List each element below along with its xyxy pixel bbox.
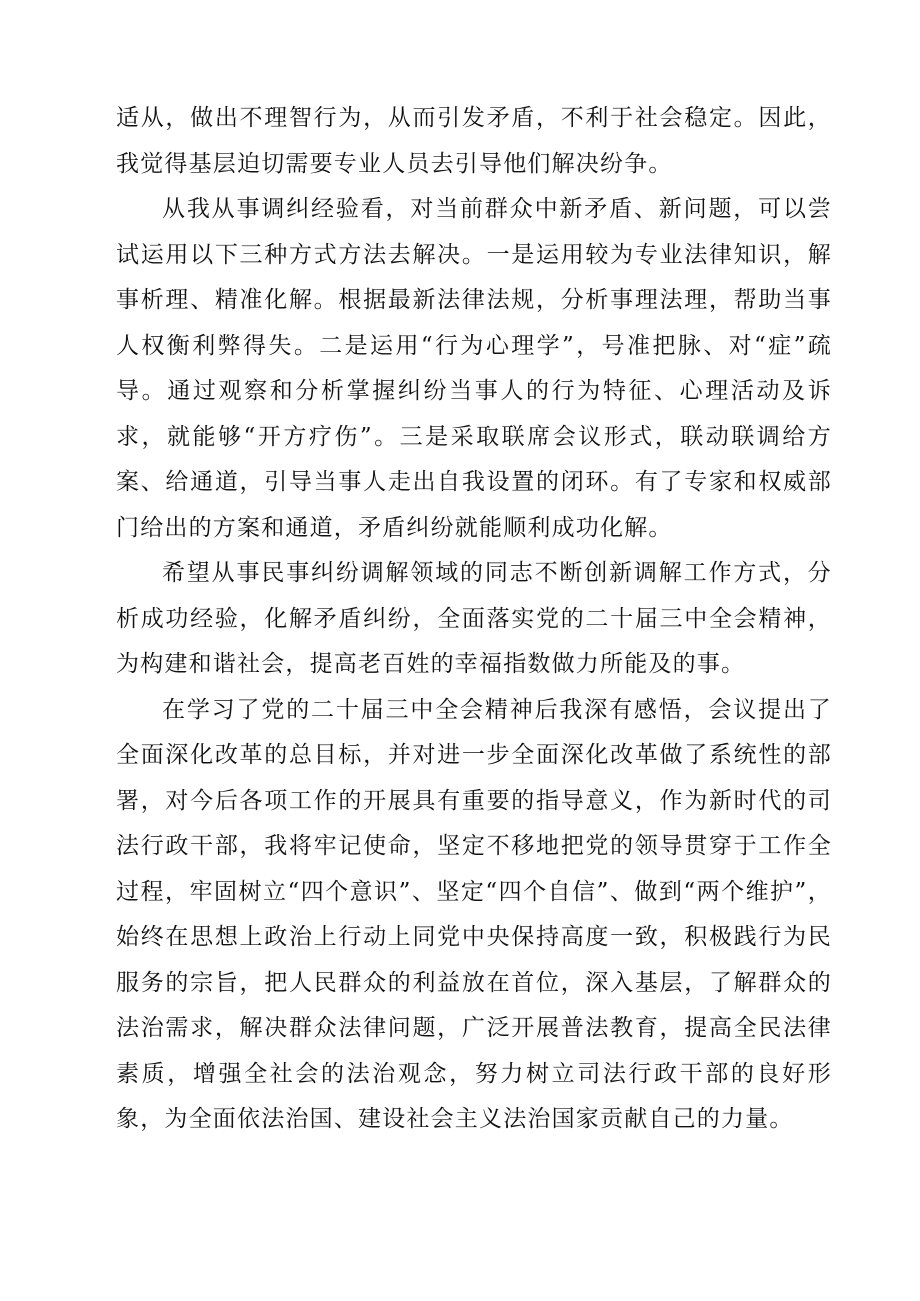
paragraph-4: 在学习了党的二十届三中全会精神后我深有感悟，会议提出了全面深化改革的总目标，并对进一步全面深化改革做了系统性的部署，对今后各项工作的开展具有重要的指导意义，作为新时代的司法行政干部，我将牢记使命，坚定不移地把党的领导贯穿于工作全过程，牢固树立“四个意识”、坚定“四个自信”、做到“两个维护”，始终在思想上政治上行动上同党中央保持高度一致，积极践行为民服务的宗旨，把人民群众的利益放在首位，深入基层，了解群众的法治需求，解决群众法律问题，广泛开展普法教育，提高全民法律素质，增强全社会的法治观念，努力树立司法行政干部的良好形象，为全面依法治国、建设社会主义法治国家贡献自己的力量。 bbox=[116, 696, 832, 1132]
paragraph-1: 适从，做出不理智行为，从而引发矛盾，不利于社会稳定。因此，我觉得基层迫切需要专业人员去引导他们解决纷争。 bbox=[116, 105, 832, 177]
paragraph-2: 从我从事调纠经验看，对当前群众中新矛盾、新问题，可以尝试运用以下三种方式方法去解决。一是运用较为专业法律知识，解事析理、精准化解。根据最新法律法规，分析事理法理，帮助当事人权衡利弊得失。二是运用“行为心理学”，号准把脉、对“症”疏导。通过观察和分析掌握纠纷当事人的行为特征、心理活动及诉求，就能够“开方疗伤”。三是采取联席会议形式，联动联调给方案、给通道，引导当事人走出自我设置的闭环。有了专家和权威部门给出的方案和通道，矛盾纠纷就能顺利成功化解。 bbox=[116, 196, 832, 541]
document-body bbox=[116, 96, 832, 1143]
paragraph-3: 希望从事民事纠纷调解领域的同志不断创新调解工作方式，分析成功经验，化解矛盾纠纷，全面落实党的二十届三中全会精神，为构建和谐社会，提高老百姓的幸福指数做力所能及的事。 bbox=[116, 560, 832, 677]
